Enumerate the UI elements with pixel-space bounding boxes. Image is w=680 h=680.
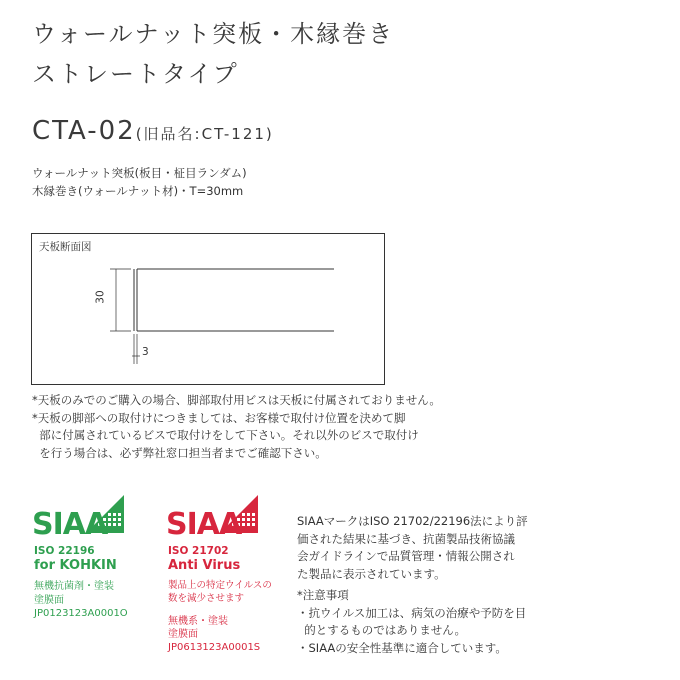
title-line-2: ストレートタイプ [32,60,239,88]
cross-section-diagram [31,233,385,385]
badge-treatment: 無機抗菌剤・塗装 [34,581,114,592]
siaa-antivirus-badge [166,495,291,655]
siaa-kohkin-badge [32,495,152,630]
note-line: *天板のみでのご購入の場合、脚部取付用ビスは天板に付属されておりません。 [32,393,441,407]
badge-surface: 塗膜面 [168,629,198,640]
caution-heading: *注意事項 [297,588,349,602]
badge-treatment: 無機系・塗装 [168,616,228,627]
badge-subtitle: for KOHKIN [34,558,117,573]
caution-item: 的とするものではありません。 [297,623,466,637]
caution-item: ・抗ウイルス加工は、病気の治療や予防を目 [297,605,527,620]
old-model-name: (旧品名:CT-121) [135,125,274,143]
note-line: 部に付属されているビスで取付けをして下さい。それ以外のビスで取付け [32,428,419,442]
badge-registration-code: JP0613123A0001S [168,642,261,653]
caution-item: ・SIAAの安全性基準に適合しています。 [297,640,507,655]
edge-width-label: 3 [142,346,149,358]
cross-section-drawing [32,234,384,384]
iso-number: ISO 21702 [168,545,229,557]
model-number: CTA-02 [32,116,136,146]
notes-block [32,392,441,462]
thickness-label: 30 [94,290,107,304]
description-line-1: ウォールナット突板(板目・柾目ランダム) [32,166,247,180]
note-line: *天板の脚部への取付けにつきましては、お客様で取付け位置を決めて脚 [32,410,406,425]
explanation-line: 価された結果に基づき、抗菌製品技術協議 [297,531,516,546]
explanation-line: 会ガイドラインで品質管理・情報公開され [297,549,515,563]
badge-registration-code: JP0123123A0001O [34,608,128,619]
note-line: を行う場合は、必ず弊社窓口担当者までご確認下さい。 [32,445,327,460]
siaa-explanation [297,513,528,583]
siaa-mark-text: SIAA [166,507,242,542]
description-line-2: 木縁巻き(ウォールナット材)・T=30mm [32,184,244,198]
badge-note-line-1: 製品上の特定ウイルスの [168,580,272,591]
diagram-title: 天板断面図 [39,241,92,253]
badge-surface: 塗膜面 [34,595,64,606]
badge-subtitle: Anti Virus [168,558,241,573]
title-line-1: ウォールナット突板・木縁巻き [32,20,395,48]
badge-note-line-2: 数を減少させます [168,593,245,604]
model-heading [32,116,274,146]
caution-block [297,587,526,657]
siaa-mark-text: SIAA [32,507,108,542]
explanation-line: SIAAマークはISO 21702/22196法により評 [297,514,528,528]
explanation-line: た製品に表示されています。 [297,566,446,581]
iso-number: ISO 22196 [34,545,95,557]
